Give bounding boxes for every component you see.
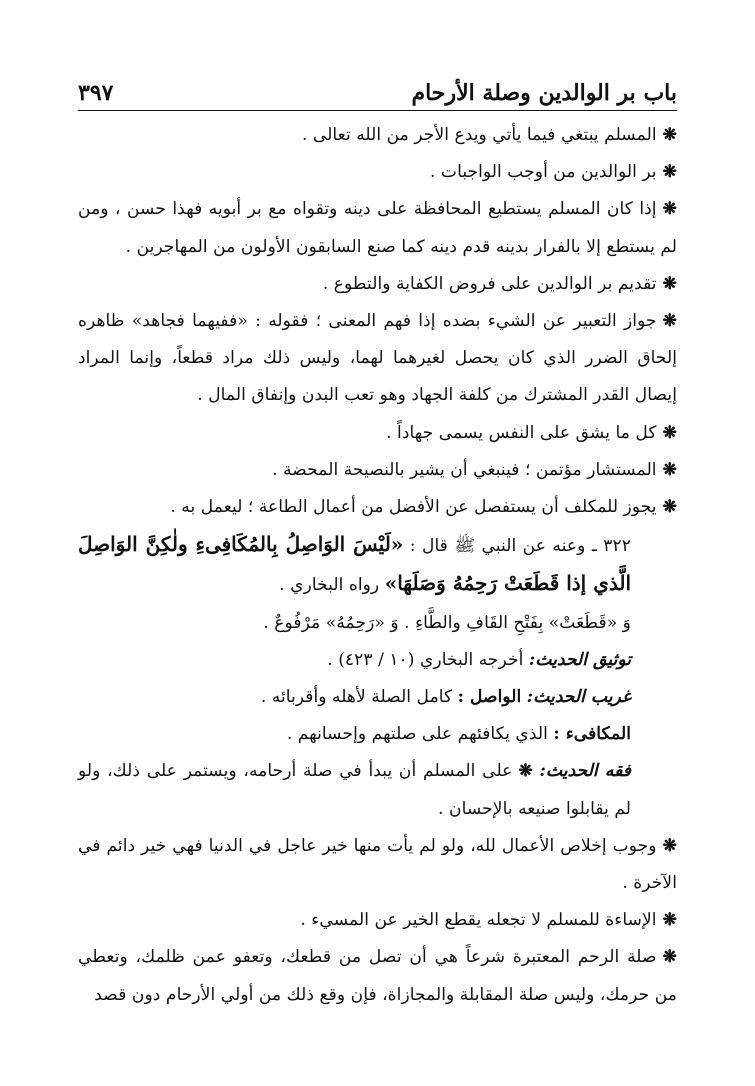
bullet-icon: ❋ [662,459,677,480]
fiqh-paragraph [78,753,677,827]
bullet-paragraph: ❋تقديم بر الوالدين على فروض الكفاية والتطوع . [322,273,677,294]
gharib-term-1: الواصل : [457,687,522,708]
bullet-icon: ❋ [662,497,677,518]
bullet-paragraph: ❋إذا كان المسلم يستطيع المحافظة على دينه وتقواه مع بر أبويه فهذا حسن ، ومن لم يستطع إلا بالفرار بدينه قدم دينه كما صنع السابقون الأولون من المهاجرين . [78,199,677,257]
gharib-term-2: المكافىء : [553,724,631,745]
bullet-paragraph: ❋كل ما يشق على النفس يسمى جهاداً . [386,422,677,443]
fiqh-first-point: على المسلم أن يبدأ في صلة أرحامه، ويستمر على ذلك، ولو لم يقابلوا صنيعه بالإحسان . [78,761,631,819]
bullet-icon: ❋ [662,311,677,332]
bullet-paragraph: ❋يجوز للمكلف أن يستفصل عن الأفضل من أعمال الطاعة ؛ ليعمل به . [170,497,677,518]
fiqh-point: ❋صلة الرحم المعتبرة شرعاً هي أن تصل من قطعك، وتعفو عمن ظلمك، وتعطي من حرمك، وليس صلة المقابلة والمجازاة، فإن وقع ذلك من أولي الأرحام دون قصد [78,947,677,1005]
bullet-icon: ❋ [662,162,677,183]
hadith-text: «لَيْسَ الوَاصِلُ بِالمُكَافِىءِ ولٰكِنَّ الوَاصِلَ الَّذي إذا قَطَعَتْ رَحِمُهُ وَصَلَهَا» [78,532,631,596]
bullet-icon: ❋ [662,199,677,220]
bullet-icon: ❋ [662,947,677,968]
authentication-paragraph [78,642,677,679]
fiqh-point: ❋الإساءة للمسلم لا تجعله يقطع الخير عن المسيء . [300,910,677,931]
gharib-paragraph [78,679,677,716]
bullet-icon: ❋ [662,273,677,294]
chapter-title: باب بر الوالدين وصلة الأرحام [411,80,677,106]
gharib-paragraph-2 [78,716,677,753]
gharib-label: غريب الحديث: [526,687,631,708]
hadith-intro: ٣٢٢ ـ وعنه عن النبي ﷺ قال : [409,536,631,557]
vocalization-note: وَ «قَطَعَتْ» بِفَتْحِ القَافِ والطَّاءِ . وَ «رَحِمُهُ» مَرْفُوعٌ . [263,612,631,633]
hadith-paragraph [78,526,677,604]
bullet-paragraph: ❋المستشار مؤتمن ؛ فينبغي أن يشير بالنصيحة المحضة . [272,459,677,480]
bullet-paragraph: ❋بر الوالدين من أوجب الواجبات . [429,162,677,183]
fiqh-point: ❋وجوب إخلاص الأعمال لله، ولو لم يأت منها خير عاجل في الدنيا فهي خير دائم في الآخرة . [78,835,677,894]
page-number: ٣٩٧ [78,80,114,106]
page-content [78,117,677,1014]
gharib-def-1: كامل الصلة لأهله وأقربائه . [260,687,453,708]
page-header [78,70,677,111]
bullet-icon: ❋ [662,835,677,856]
bullet-paragraph: ❋جواز التعبير عن الشيء بضده إذا فهم المعنى ؛ فقوله : «ففيهما فجاهد» ظاهره إلحاق الضرر الذي كان يحصل لغيرهما لهما، وليس ذلك مراد قطعاً، وإنما المراد إيصال القدر المشترك من كلفة الجهاد وهو تعب البدن وإنفاق المال . [78,311,677,406]
gharib-def-2: الذي يكافئهم على صلتهم وإحسانهم . [286,724,548,745]
authentication-text: أخرجه البخاري (١٠ / ٤٢٣) . [327,649,524,670]
bullet-icon: ❋ [662,125,677,145]
authentication-label: توثيق الحديث: [528,649,631,670]
bullet-icon: ❋ [518,761,533,782]
bullet-icon: ❋ [662,910,677,931]
bullet-icon: ❋ [662,422,677,443]
fiqh-label: فقه الحديث: [539,761,631,782]
hadith-source: رواه البخاري . [279,575,380,596]
bullet-paragraph: ❋المسلم يبتغي فيما يأتي ويدع الأجر من الله تعالى . [301,125,677,145]
